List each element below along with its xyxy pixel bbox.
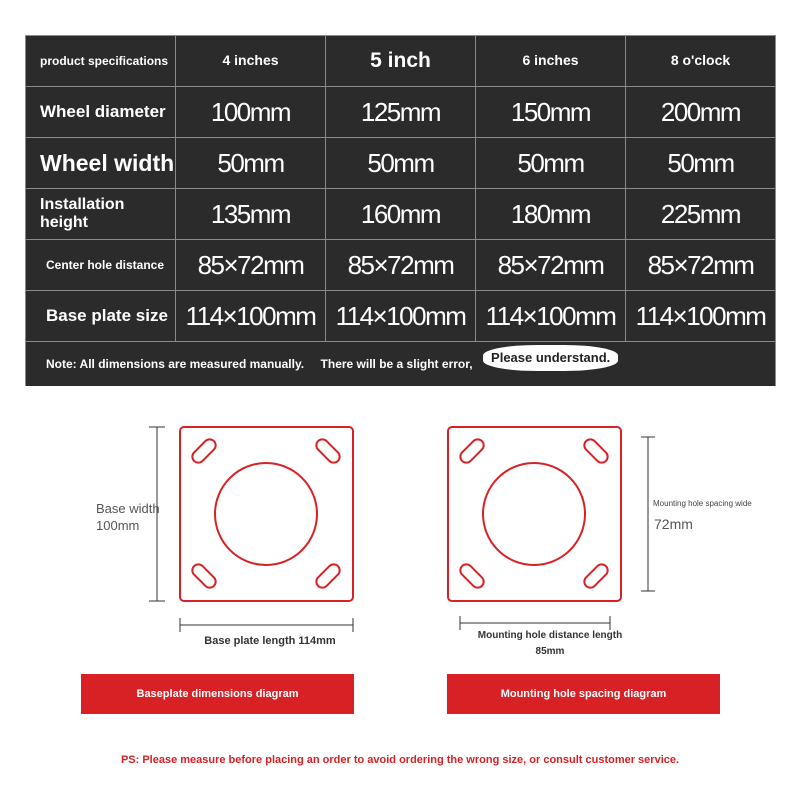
note-cell — [26, 342, 776, 387]
table-cell: 114×100mm — [176, 291, 326, 342]
mounting-banner: Mounting hole spacing diagram — [447, 674, 720, 714]
base-length-label: Base plate length 114mm — [204, 635, 336, 647]
note-text-2: There will be a slight error, — [320, 357, 473, 372]
spacing-wide-label: Mounting hole spacing wide — [653, 499, 752, 508]
table-cell: 135mm — [176, 189, 326, 240]
header-size-6: 6 inches — [476, 36, 626, 87]
header-size-4: 4 inches — [176, 36, 326, 87]
table-cell: 114×100mm — [326, 291, 476, 342]
table-row — [26, 87, 776, 138]
table-cell: 85×72mm — [176, 240, 326, 291]
table-row — [26, 240, 776, 291]
table-cell: 114×100mm — [626, 291, 776, 342]
table-row — [26, 189, 776, 240]
table-cell: 150mm — [476, 87, 626, 138]
spec-table — [25, 35, 776, 386]
spacing-wide-value: 72mm — [654, 516, 693, 532]
table-row — [26, 138, 776, 189]
base-width-label: Base width 100mm — [96, 501, 160, 533]
note-row — [26, 342, 776, 387]
table-cell: 50mm — [176, 138, 326, 189]
table-cell: 50mm — [476, 138, 626, 189]
table-cell: 114×100mm — [476, 291, 626, 342]
table-cell: 160mm — [326, 189, 476, 240]
table-cell: 85×72mm — [626, 240, 776, 291]
table-row — [26, 291, 776, 342]
header-size-5: 5 inch — [326, 36, 476, 87]
table-cell: 225mm — [626, 189, 776, 240]
note-highlight: Please understand. — [483, 345, 618, 371]
table-header-row — [26, 36, 776, 87]
mounting-diagram — [430, 415, 670, 645]
row-label: Wheel width — [26, 138, 176, 189]
row-label: Wheel diameter — [26, 87, 176, 138]
table-cell: 125mm — [326, 87, 476, 138]
table-cell: 85×72mm — [476, 240, 626, 291]
mounting-distance-label: Mounting hole distance length 85mm — [477, 630, 623, 657]
header-size-8: 8 o'clock — [626, 36, 776, 87]
ps-note: PS: Please measure before placing an order to avoid ordering the wrong size, or consult customer service. — [120, 754, 680, 766]
table-cell: 50mm — [626, 138, 776, 189]
row-label: Installation height — [26, 189, 176, 240]
baseplate-diagram — [140, 415, 380, 645]
row-label: Base plate size — [26, 291, 176, 342]
table-cell: 85×72mm — [326, 240, 476, 291]
note-text: Note: All dimensions are measured manually. — [46, 357, 305, 372]
table-cell: 180mm — [476, 189, 626, 240]
row-label: Center hole distance — [26, 240, 176, 291]
table-cell: 200mm — [626, 87, 776, 138]
table-cell: 50mm — [326, 138, 476, 189]
baseplate-banner: Baseplate dimensions diagram — [81, 674, 354, 714]
table-cell: 100mm — [176, 87, 326, 138]
header-label: product specifications — [26, 36, 176, 87]
